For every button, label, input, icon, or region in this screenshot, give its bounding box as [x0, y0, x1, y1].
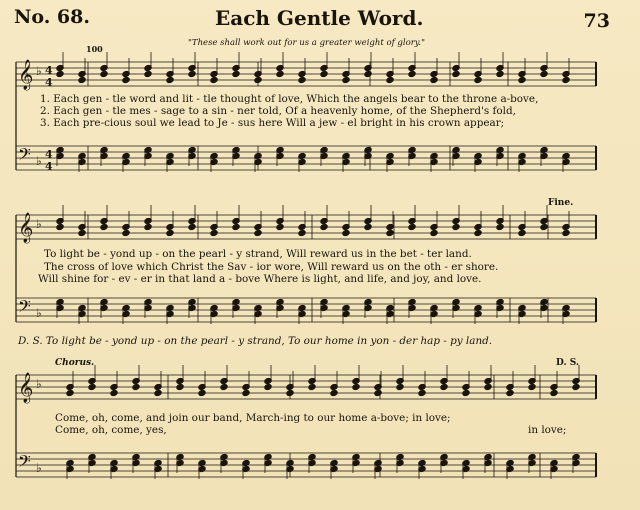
- time-signature: 4: [45, 64, 53, 77]
- note-head: [496, 70, 504, 77]
- note-head: [122, 76, 130, 83]
- chorus-line-1-text: Come, oh, come, and join our band, March-ing to our home a-bove; in love;: [55, 412, 451, 424]
- note-head: [462, 389, 470, 396]
- time-signature: 4: [45, 148, 53, 161]
- verse-line-2b: The cross of love which Christ the Sav - ior wore, Will reward us on the oth - er shore.: [44, 261, 499, 273]
- note-head: [320, 70, 328, 77]
- note-head: [506, 389, 514, 396]
- note-head: [474, 229, 482, 236]
- note-head: [540, 70, 548, 77]
- note-head: [188, 223, 196, 230]
- note-head: [100, 223, 108, 230]
- note-head: [264, 383, 272, 390]
- note-head: [496, 223, 504, 230]
- note-head: [254, 76, 262, 83]
- note-head: [210, 76, 218, 83]
- note-head: [540, 223, 548, 230]
- note-head: [550, 389, 558, 396]
- time-signature: 4: [45, 160, 53, 173]
- note-head: [342, 229, 350, 236]
- note-head: [518, 76, 526, 83]
- note-head: [286, 389, 294, 396]
- note-head: [440, 383, 448, 390]
- note-head: [110, 389, 118, 396]
- bass-clef-icon: 𝄢: [18, 296, 31, 320]
- note-head: [364, 223, 372, 230]
- note-head: [220, 383, 228, 390]
- flat-icon: ♭: [36, 217, 42, 231]
- note-head: [386, 76, 394, 83]
- note-head: [330, 389, 338, 396]
- note-head: [198, 389, 206, 396]
- epigraph: "These shall work out for us a greater weight of glory.": [188, 38, 426, 48]
- note-head: [176, 383, 184, 390]
- bass-clef-icon: 𝄢: [18, 451, 31, 475]
- verse-line-2a: 2. Each gen - tle mes - sage to a sin - ner told, Of a heavenly home, of the Shepherd's fold,: [40, 105, 516, 117]
- note-head: [232, 223, 240, 230]
- note-head: [88, 383, 96, 390]
- verse-line-3a: 3. Each pre-cious soul we lead to Je - sus here Will a jew - el bright in his crown appear;: [40, 117, 505, 129]
- flat-icon: ♭: [36, 377, 42, 391]
- note-head: [342, 76, 350, 83]
- time-signature: 4: [45, 76, 53, 89]
- note-head: [254, 229, 262, 236]
- ds-mark: D. S.: [556, 358, 580, 368]
- note-head: [484, 383, 492, 390]
- note-head: [132, 383, 140, 390]
- note-head: [408, 223, 416, 230]
- flat-icon: ♭: [36, 461, 42, 475]
- note-head: [298, 76, 306, 83]
- verse-line-1b: To light be - yond up - on the pearl - y strand, Will reward us in the bet - ter land.: [44, 248, 472, 260]
- note-head: [396, 383, 404, 390]
- bass-clef-icon: 𝄢: [18, 144, 31, 168]
- fine-mark: Fine.: [548, 198, 574, 208]
- note-head: [562, 76, 570, 83]
- dal-segno-line: D. S. To light be - yond up - on the pearl - y strand, To our home in yon - der hap - py land.: [18, 335, 493, 347]
- treble-clef-icon: 𝄞: [18, 60, 34, 90]
- hymn-title: Each Gentle Word.: [215, 6, 424, 30]
- note-head: [276, 223, 284, 230]
- note-head: [374, 389, 382, 396]
- note-head: [56, 70, 64, 77]
- note-head: [386, 229, 394, 236]
- note-head: [418, 389, 426, 396]
- note-head: [528, 383, 536, 390]
- chorus-line-2: Come, oh, come, yes,: [55, 424, 167, 436]
- note-head: [352, 383, 360, 390]
- note-head: [562, 229, 570, 236]
- note-head: [308, 383, 316, 390]
- treble-clef-icon: 𝄞: [18, 373, 34, 403]
- note-head: [144, 70, 152, 77]
- note-head: [78, 76, 86, 83]
- chorus-label: Chorus.: [55, 358, 95, 368]
- treble-clef-icon: 𝄞: [18, 213, 34, 243]
- note-head: [210, 229, 218, 236]
- page-number: 73: [583, 10, 610, 32]
- note-head: [66, 389, 74, 396]
- note-head: [430, 76, 438, 83]
- note-head: [408, 70, 416, 77]
- note-head: [154, 389, 162, 396]
- note-head: [242, 389, 250, 396]
- flat-icon: ♭: [36, 154, 42, 168]
- note-head: [56, 223, 64, 230]
- note-head: [100, 70, 108, 77]
- note-head: [452, 70, 460, 77]
- flat-icon: ♭: [36, 306, 42, 320]
- chorus-line-1: [55, 412, 451, 424]
- note-head: [166, 229, 174, 236]
- note-head: [276, 70, 284, 77]
- note-head: [144, 223, 152, 230]
- hymn-number: No. 68.: [14, 6, 90, 28]
- chorus-line-2-end: in love;: [528, 424, 567, 436]
- note-head: [232, 70, 240, 77]
- note-head: [122, 229, 130, 236]
- note-head: [188, 70, 196, 77]
- note-head: [298, 229, 306, 236]
- note-head: [572, 383, 580, 390]
- note-head: [452, 223, 460, 230]
- note-head: [166, 76, 174, 83]
- note-head: [430, 229, 438, 236]
- flat-icon: ♭: [36, 64, 42, 78]
- note-head: [78, 229, 86, 236]
- note-head: [320, 223, 328, 230]
- note-head: [364, 70, 372, 77]
- verse-line-1a: 1. Each gen - tle word and lit - tle thought of love, Which the angels bear to the throne a-bove,: [40, 93, 539, 105]
- note-head: [474, 76, 482, 83]
- verse-line-3b: Will shine for - ev - er in that land a - bove Where is light, and life, and joy, and love.: [38, 273, 482, 285]
- note-head: [518, 229, 526, 236]
- tempo-mark: 100: [86, 44, 103, 54]
